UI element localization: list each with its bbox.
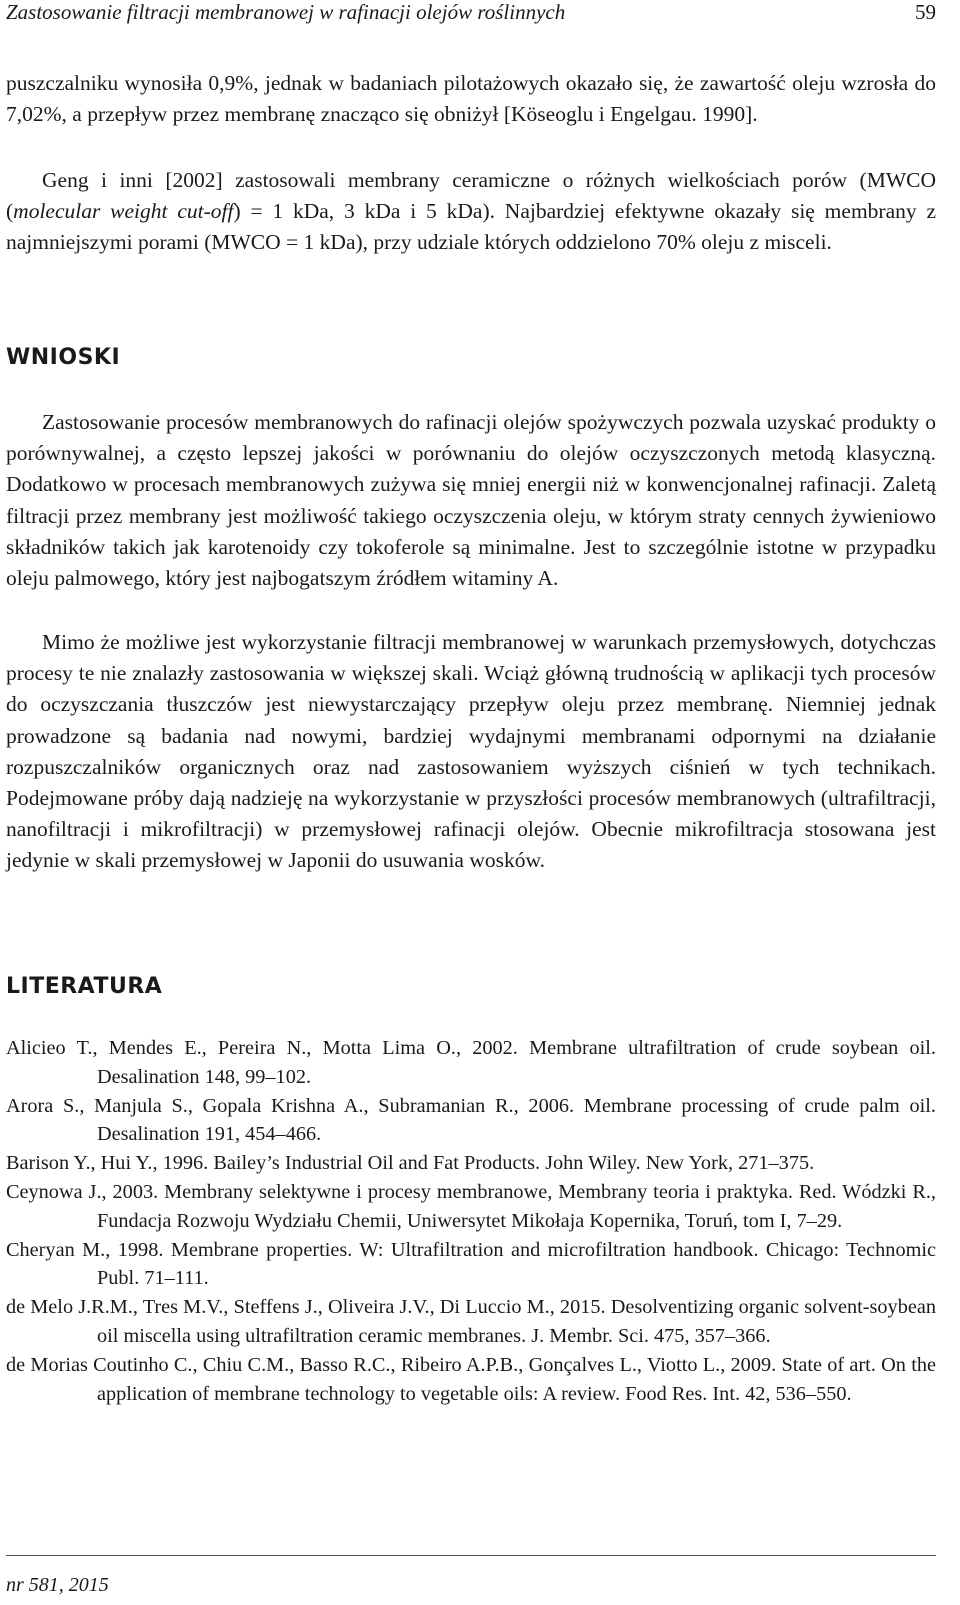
intro-paragraph-2-text-b: ) = 1 kDa, 3 kDa i 5 kDa). Najbardziej efektywne okazały się membrany z najmniejszymi porami (MWCO = 1 kDa), przy udziale których oddzielono 70% oleju z misceli. (6, 199, 936, 255)
page-number: 59 (915, 0, 936, 24)
reference-item: de Melo J.R.M., Tres M.V., Steffens J., Oliveira J.V., Di Luccio M., 2015. Desolventizing organic solvent-soybean oil miscella using ultrafiltration ceramic membranes. J. Membr. Sci. 475, 357–366. (6, 1296, 936, 1347)
conclusions-paragraph-2: Mimo że możliwe jest wykorzystanie filtracji membranowej w warunkach przemysłowych, dotychczas procesy te nie znalazły zastosowania w większej skali. Wciąż główną trudnością w aplikacji tych procesów do oczyszczania tłuszczów jest niewystarczający przepływ oleju przez membranę. Niemniej jednak prowadzone są badania nad nowymi, bardziej wydajnymi membranami odpornymi na działanie rozpuszczalników organicznych oraz nad zastosowaniem wyższych ciśnień w tych technikach. Podejmowane próby dają nadzieję na wykorzystanie w przyszłości procesów membranowych (ultrafiltracji, nanofiltracji i mikrofiltracji) w przemysłowej rafinacji olejów. Obecnie mikrofiltracja stosowana jest jedynie w skali przemysłowej w Japonii do usuwania wosków. (6, 630, 936, 873)
intro-paragraph-2-text-a: Geng i inni [2002] zastosowali membrany ceramiczne o różnych wielkościach porów (MWCO ( (6, 168, 936, 224)
reference-item: Arora S., Manjula S., Gopala Krishna A., Subramanian R., 2006. Membrane processing of crude palm oil. Desalination 191, 454–466. (6, 1094, 936, 1146)
footer-issue: nr 581, 2015 (6, 1574, 109, 1596)
footer-divider (6, 1555, 936, 1556)
section-heading-wnioski: WNIOSKI (6, 345, 121, 370)
conclusions-paragraph-1: Zastosowanie procesów membranowych do rafinacji olejów spożywczych pozwala uzyskać produkty o porównywalnej, a często lepszej jakości w porównaniu do olejów oczyszczonych metodą klasyczną. Dodatkowo w procesach membranowych zużywa się mniej energii niż w konwencjonalnej rafinacji. Zaletą filtracji przez membrany jest możliwość takiego oczyszczenia oleju, w którym straty cennych żywieniowo składników takich jak karotenoidy czy tokoferole są minimalne. Jest to szczególnie istotne w przypadku oleju palmowego, który jest najbogatszym źródłem witaminy A. (6, 410, 936, 591)
reference-item: de Morias Coutinho C., Chiu C.M., Basso R.C., Ribeiro A.P.B., Gonçalves L., Viotto L., 2009. State of art. On the application of membrane technology to vegetable oils: A review. Food Res. Int. 42, 536–550. (6, 1353, 936, 1405)
intro-paragraph-2-italic-term: molecular weight cut-off (13, 199, 234, 224)
reference-item: Cheryan M., 1998. Membrane properties. W: Ultrafiltration and microfiltration handbook. Chicago: Technomic Publ. 71–111. (6, 1238, 936, 1290)
reference-item: Barison Y., Hui Y., 1996. Bailey’s Industrial Oil and Fat Products. John Wiley. New York, 271–375. (6, 1152, 815, 1175)
intro-paragraph-2 (6, 165, 936, 259)
intro-paragraph-1: puszczalniku wynosiła 0,9%, jednak w badaniach pilotażowych okazało się, że zawartość oleju wzrosła do 7,02%, a przepływ przez membranę znacząco się obniżył [Köseoglu i Engelgau. 1990]. (6, 71, 936, 127)
reference-list (6, 1034, 936, 1408)
running-header (6, 0, 936, 28)
running-header-title: Zastosowanie filtracji membranowej w rafinacji olejów roślinnych (6, 0, 566, 24)
section-heading-literatura: LITERATURA (6, 974, 163, 999)
reference-item: Ceynowa J., 2003. Membrany selektywne i procesy membranowe, Membrany teoria i praktyka. Red. Wódzki R., Fundacja Rozwoju Wydziału Chemii, Uniwersytet Mikołaja Kopernika, Toruń, tom I, 7–29. (6, 1180, 936, 1232)
reference-item: Alicieo T., Mendes E., Pereira N., Motta Lima O., 2002. Membrane ultrafiltration of crude soybean oil. Desalination 148, 99–102. (6, 1037, 936, 1088)
